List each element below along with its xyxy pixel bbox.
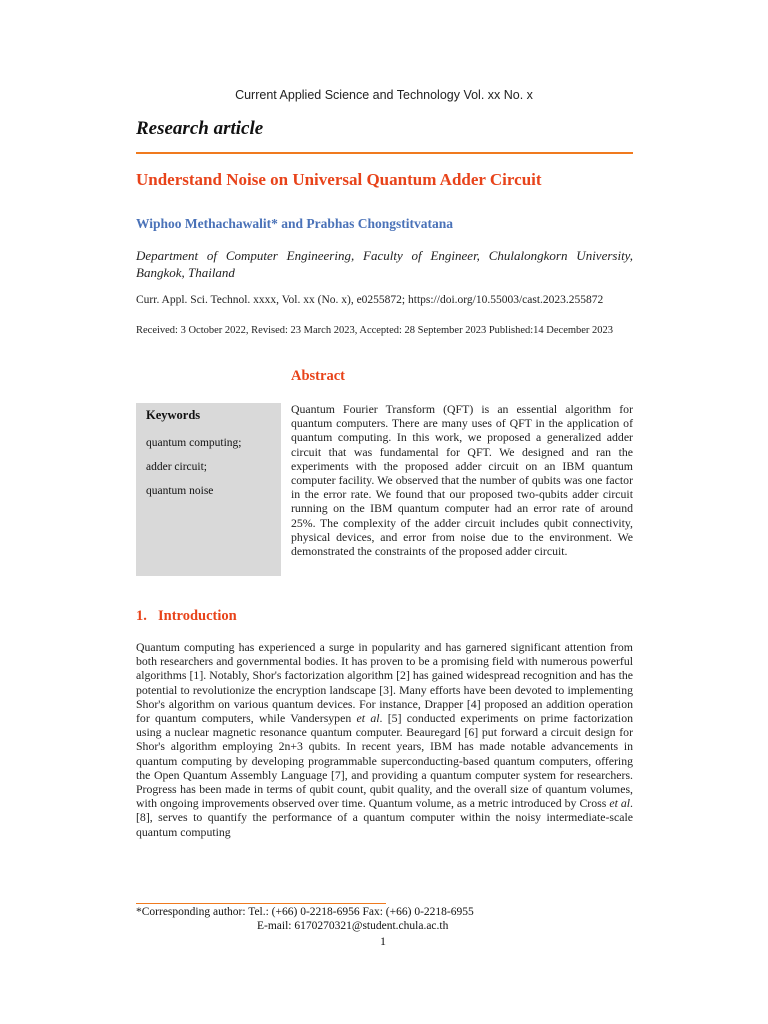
abstract-heading: Abstract bbox=[291, 368, 345, 384]
intro-text-part: . [5] conducted experiments on prime factorization using a nuclear magnetic resonance quantum computer. Beauregard [6] put forward a circuit design for Shor's algorithm employing 2n+3 qubits. In recent years, IBM has made notable advancements in quantum computing by developing programmable superconducting-based quantum computers, offering the Open Quantum Assembly Language [7], and providing a quantum computer system for researchers. Progress has been made in terms of qubit count, qubit quality, and the overall size of quantum volumes, with ongoing improvements observed over time. Quantum volume, as a metric introduced by Cross bbox=[136, 711, 633, 811]
keyword-item: quantum noise bbox=[146, 485, 214, 497]
title-divider bbox=[136, 152, 633, 154]
intro-text-part: Quantum computing has experienced a surge in popularity and has garnered significant attention from both researchers and governmental bodies. It has proven to be a promising field with numerous powerful algorithms [1]. Notably, Shor's factorization algorithm [2] has gained widespread recognition and has the potential to revolutionize the encryption landscape [3]. Many efforts have been devoted to implementing Shor's algorithm on various quantum devices. For instance, Drapper [4] proposed an addition operation for quantum computers, while Vandersypen bbox=[136, 640, 633, 726]
journal-header: Current Applied Science and Technology Vol. xx No. x bbox=[235, 88, 533, 102]
keywords-heading: Keywords bbox=[146, 408, 201, 422]
keyword-item: quantum computing; bbox=[146, 437, 242, 449]
paper-authors: Wiphoo Methachawalit* and Prabhas Chongstitvatana bbox=[136, 216, 454, 231]
page-number: 1 bbox=[380, 934, 386, 948]
keyword-item: adder circuit; bbox=[146, 461, 207, 473]
introduction-paragraph bbox=[136, 640, 633, 839]
abstract-body: Quantum Fourier Transform (QFT) is an essential algorithm for quantum computers. There are many uses of QFT in the application of quantum computing. In this work, we proposed a generalized adder circuit that was fundamental for QFT. We designed and ran the experiments with the proposed adder circuit on an IBM quantum computer facility. We observed that the number of qubits was one factor in the error rate. We found that our proposed two-qubits adder circuit running on the IBM quantum computer had an error rate of around 25%. The complexity of the adder circuit includes qubit connectivity, physical devices, and error from noise due to the environment. We demonstrated the constraints of the proposed adder circuit. bbox=[291, 402, 633, 559]
footnote-divider bbox=[136, 903, 386, 904]
intro-etal: et al bbox=[356, 711, 380, 726]
corresponding-author-footnote: *Corresponding author: Tel.: (+66) 0-2218-6956 Fax: (+66) 0-2218-6955 bbox=[136, 906, 474, 918]
article-type-label: Research article bbox=[136, 118, 264, 139]
intro-text-part: . [8], serves to quantify the performance of a quantum computer within the noisy intermediate-scale quantum computing bbox=[136, 796, 633, 839]
section-heading-introduction bbox=[136, 608, 237, 625]
section-title: Introduction bbox=[158, 608, 237, 624]
corresponding-email: E-mail: 6170270321@student.chula.ac.th bbox=[257, 920, 449, 932]
citation-line: Curr. Appl. Sci. Technol. xxxx, Vol. xx (No. x), e0255872; https://doi.org/10.55003/cast.2023.255872 bbox=[136, 294, 604, 306]
paper-title: Understand Noise on Universal Quantum Adder Circuit bbox=[136, 170, 542, 189]
publication-dates: Received: 3 October 2022, Revised: 23 March 2023, Accepted: 28 September 2023 Published:14 December 2023 bbox=[136, 325, 614, 336]
section-number: 1. bbox=[136, 608, 147, 624]
intro-etal: et al bbox=[609, 796, 631, 811]
author-affiliation: Department of Computer Engineering, Faculty of Engineer, Chulalongkorn University, Bangkok, Thailand bbox=[136, 248, 633, 280]
